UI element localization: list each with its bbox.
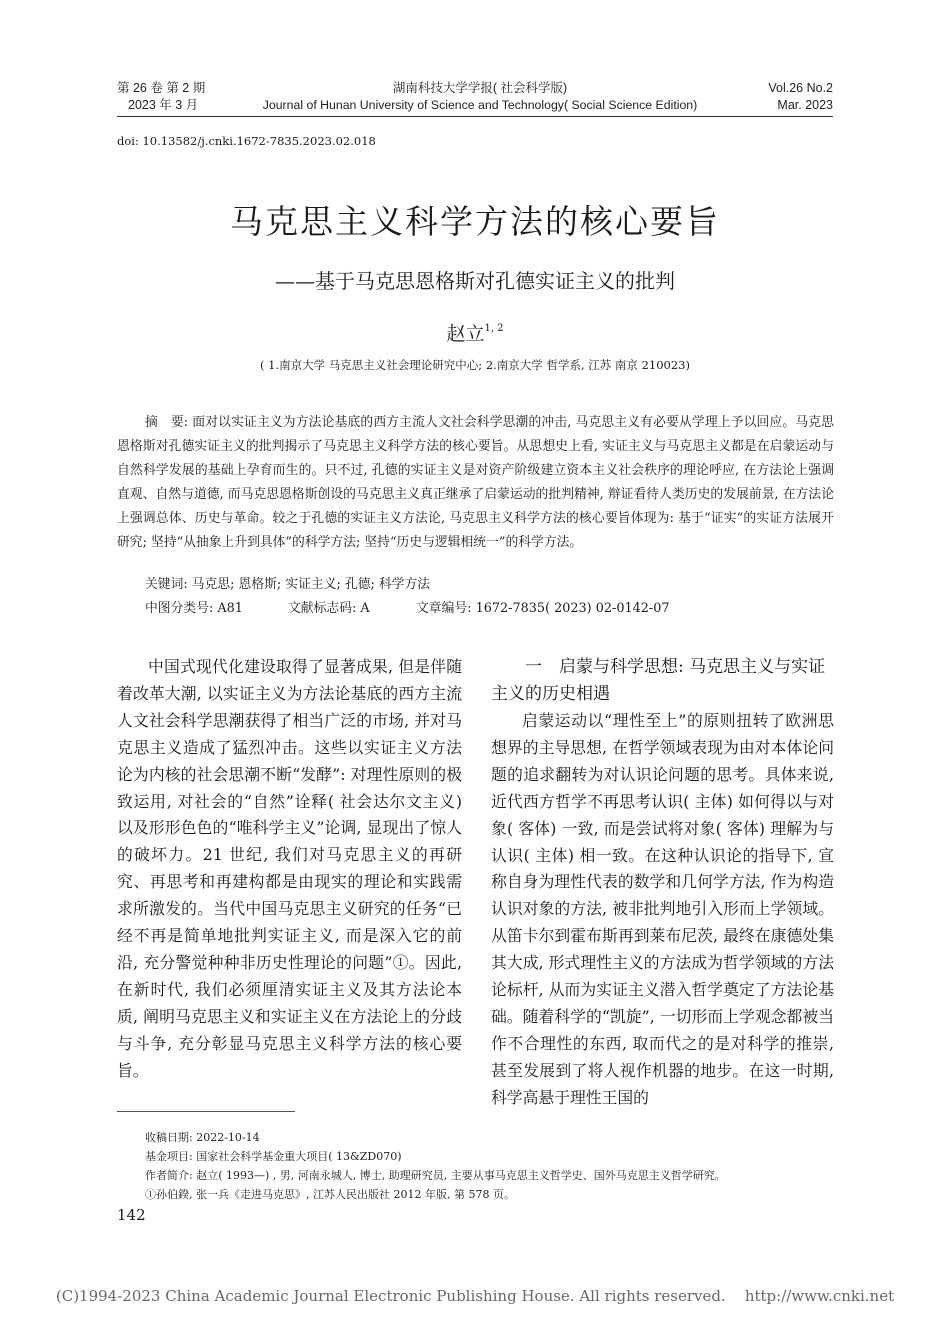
page-number: 142	[117, 1206, 146, 1224]
article-title: 马克思主义科学方法的核心要旨	[230, 202, 720, 241]
affiliation: ( 1.南京大学 马克思主义社会理论研究中心; 2.南京大学 哲学系, 江苏 南京 210023)	[260, 358, 690, 372]
footnote-funding: 基金项目: 国家社会科学基金重大项目( 13&ZD070)	[145, 1150, 402, 1163]
author-affiliation-marks: 1, 2	[484, 323, 504, 334]
article-number: 文章编号: 1672-7835( 2023) 02-0142-07	[416, 601, 670, 616]
body-text-left-column: 中国式现代化建设取得了显著成果, 但是伴随着改革大潮, 以实证主义为方法论基底的西方主流人文社会科学思潮获得了相当广泛的市场, 并对马克思主义造成了猛烈冲击。这些以实证主义方法论为内核的社会思潮不断“发酵”: 对理性原则的极致运用, 对社会的“自然”诠释( 社会达尔文主义) 以及形形色色的“唯科学主义”论调, 显现出了惊人的破坏力。21 世纪, 我们对马克思主义的再研究、再思考和再建构都是由现实的理论和实践需求所激发的。当代中国马克思主义研究的任务“已经不再是简单地批判实证主义, 而是深入它的前沿, 充分警觉种种非历史性理论的问题”①。因此, 在新时代, 我们必须厘清实证主义及其方法论本质, 阐明马克思主义和实证主义在方法论上的分歧与斗争, 充分彰显马克思主义科学方法的核心要旨。	[117, 657, 462, 1080]
header-date-cn: 2023 年 3 月	[128, 98, 199, 112]
section-heading: 一 启蒙与科学思想: 马克思主义与实证主义的历史相遇	[491, 657, 826, 704]
doi: doi: 10.13582/j.cnki.1672-7835.2023.02.018	[117, 134, 376, 148]
keywords: 关键词: 马克思; 恩格斯; 实证主义; 孔德; 科学方法	[145, 577, 431, 592]
header-rule	[117, 116, 833, 117]
classification-number: 中图分类号: A81	[145, 601, 243, 616]
footnote-received-date: 收稿日期: 2022-10-14	[145, 1131, 260, 1144]
header-journal-cn: 湖南科技大学学报( 社会科学版)	[392, 81, 568, 95]
copyright-notice: (C)1994-2023 China Academic Journal Electronic Publishing House. All rights reserved. http://www.cnki.net	[55, 1287, 895, 1305]
author	[0, 319, 950, 346]
footnote-reference: ①孙伯鍨, 张一兵《走进马克思》, 江苏人民出版社 2012 年版, 第 578 页。	[145, 1188, 515, 1201]
footnote-rule	[117, 1111, 295, 1112]
article-subtitle: ——基于马克思恩格斯对孔德实证主义的批判	[275, 269, 675, 293]
author-name: 赵立	[446, 323, 485, 345]
header-volume-cn: 第 26 卷 第 2 期	[117, 81, 206, 95]
abstract: 摘 要: 面对以实证主义为方法论基底的西方主流人文社会科学思潮的冲击, 马克思主义有必要从学理上予以回应。马克思恩格斯对孔德实证主义的批判揭示了马克思主义科学方法的核心要旨。从思想史上看, 实证主义与马克思主义都是在启蒙运动与自然科学发展的基础上孕育而生的。只不过, 孔德的实证主义是对资产阶级建立资本主义社会秩序的理论呼应, 在方法论上强调直观、自然与道德, 而马克思恩格斯创设的马克思主义真正继承了启蒙运动的批判精神, 辩证看待人类历史的发展前景, 在方法论上强调总体、历史与革命。较之于孔德的实证主义方法论, 马克思主义科学方法的核心要旨体现为: 基于“证实”的实证方法展开研究; 坚持“从抽象上升到具体”的科学方法; 坚持“历史与逻辑相统一”的科学方法。	[117, 415, 834, 550]
footnote-author-bio: 作者简介: 赵立( 1993—) , 男, 河南永城人, 博士, 助理研究员, 主要从事马克思主义哲学史、国外马克思主义哲学研究。	[145, 1169, 726, 1182]
document-code: 文献标志码: A	[288, 601, 370, 616]
body-text-right-column: 启蒙运动以“理性至上”的原则扭转了欧洲思想界的主导思想, 在哲学领域表现为由对本体论问题的追求翻转为对认识论问题的思考。具体来说, 近代西方哲学不再思考认识( 主体) 如何得以与对象( 客体) 一致, 而是尝试将对象( 客体) 理解为与认识( 主体) 相一致。在这种认识论的指导下, 宣称自身为理性代表的数学和几何学方法, 作为构造认识对象的方法, 被非批判地引入形而上学领域。从笛卡尔到霍布斯再到莱布尼茨, 最终在康德处集其大成, 形式理性主义的方法成为哲学领域的方法论标杆, 从而为实证主义潜入哲学奠定了方法论基础。随着科学的“凯旋”, 一切形而上学观念都被当作不合理性的东西, 取而代之的是对科学的推崇, 甚至发展到了将人视作机器的地步。在这一时期, 科学高悬于理性王国的	[491, 711, 834, 1107]
header-journal-en: Journal of Hunan University of Science and Technology( Social Science Edition)	[262, 98, 698, 112]
header-date-en: Mar. 2023	[777, 98, 833, 112]
header-volume-en: Vol.26 No.2	[768, 81, 833, 95]
